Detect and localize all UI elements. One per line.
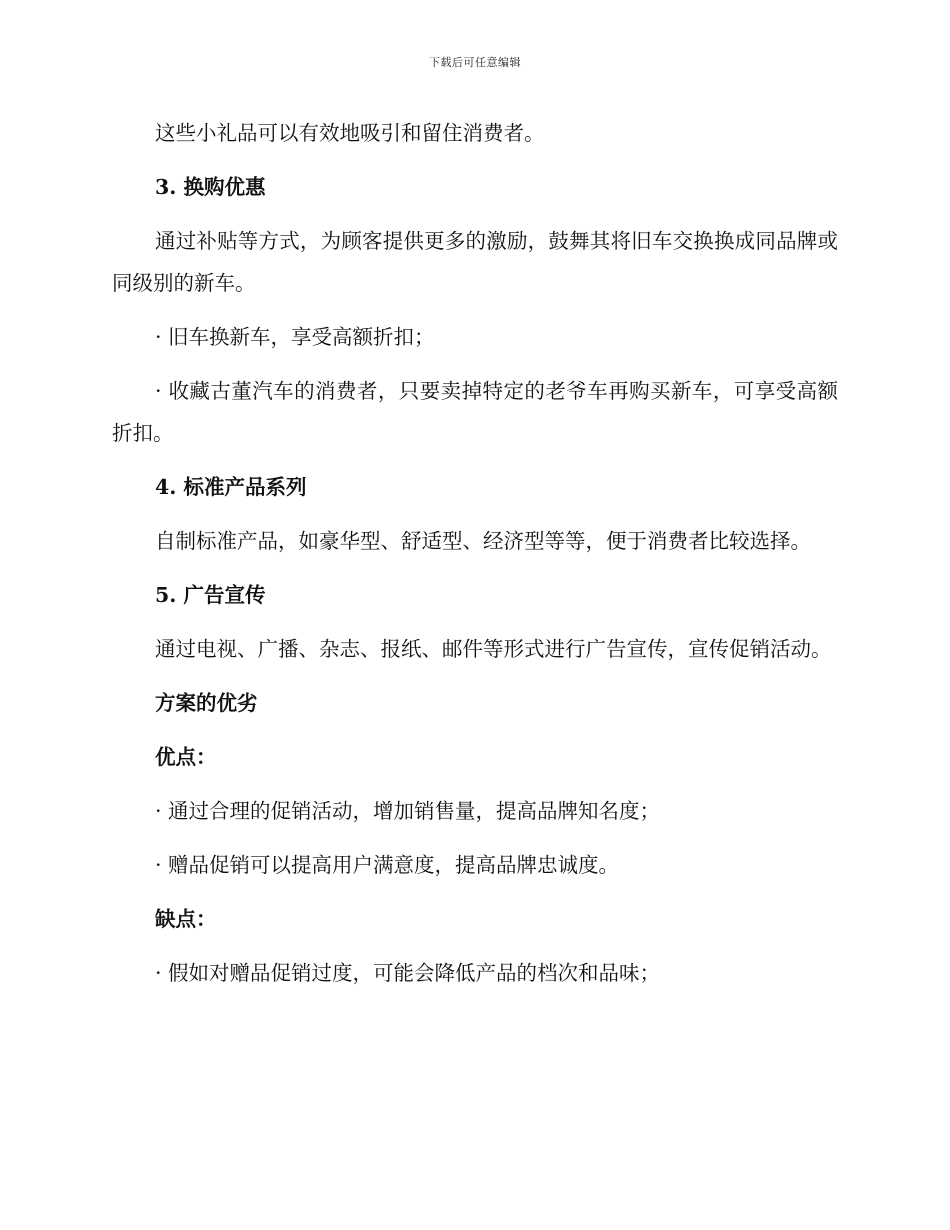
heading-advertising: 5. 广告宣传 xyxy=(155,583,266,607)
heading-trade-in-offer: 3. 换购优惠 xyxy=(155,175,266,199)
bullet-advantage-loyalty: · 赠品促销可以提高用户满意度，提高品牌忠诚度。 xyxy=(155,853,620,877)
paragraph-advertising: 通过电视、广播、杂志、报纸、邮件等形式进行广告宣传，宣传促销活动。 xyxy=(155,637,832,661)
bullet-old-for-new: · 旧车换新车，享受高额折扣； xyxy=(155,325,435,349)
document-body xyxy=(112,112,838,1006)
bullet-disadvantage-overuse: · 假如对赠品促销过度，可能会降低产品的档次和品味； xyxy=(155,961,661,985)
heading-pros-cons: 方案的优劣 xyxy=(155,691,258,715)
bullet-advantage-sales: · 通过合理的促销活动，增加销售量，提高品牌知名度； xyxy=(155,799,661,823)
bullet-antique-cars: · 收藏古董汽车的消费者，只要卖掉特定的老爷车再购买新车，可享受高额折扣。 xyxy=(112,379,838,445)
heading-advantages: 优点： xyxy=(155,745,217,769)
page-header: 下载后可任意编辑 xyxy=(429,56,521,69)
paragraph-trade-in: 通过补贴等方式，为顾客提供更多的激励，鼓舞其将旧车交换换成同品牌或同级别的新车。 xyxy=(112,229,838,295)
paragraph-gifts-retention: 这些小礼品可以有效地吸引和留住消费者。 xyxy=(155,121,545,145)
heading-disadvantages: 缺点： xyxy=(155,907,217,931)
heading-standard-products: 4. 标准产品系列 xyxy=(155,475,307,499)
paragraph-standard-products: 自制标准产品，如豪华型、舒适型、经济型等等，便于消费者比较选择。 xyxy=(155,529,811,553)
